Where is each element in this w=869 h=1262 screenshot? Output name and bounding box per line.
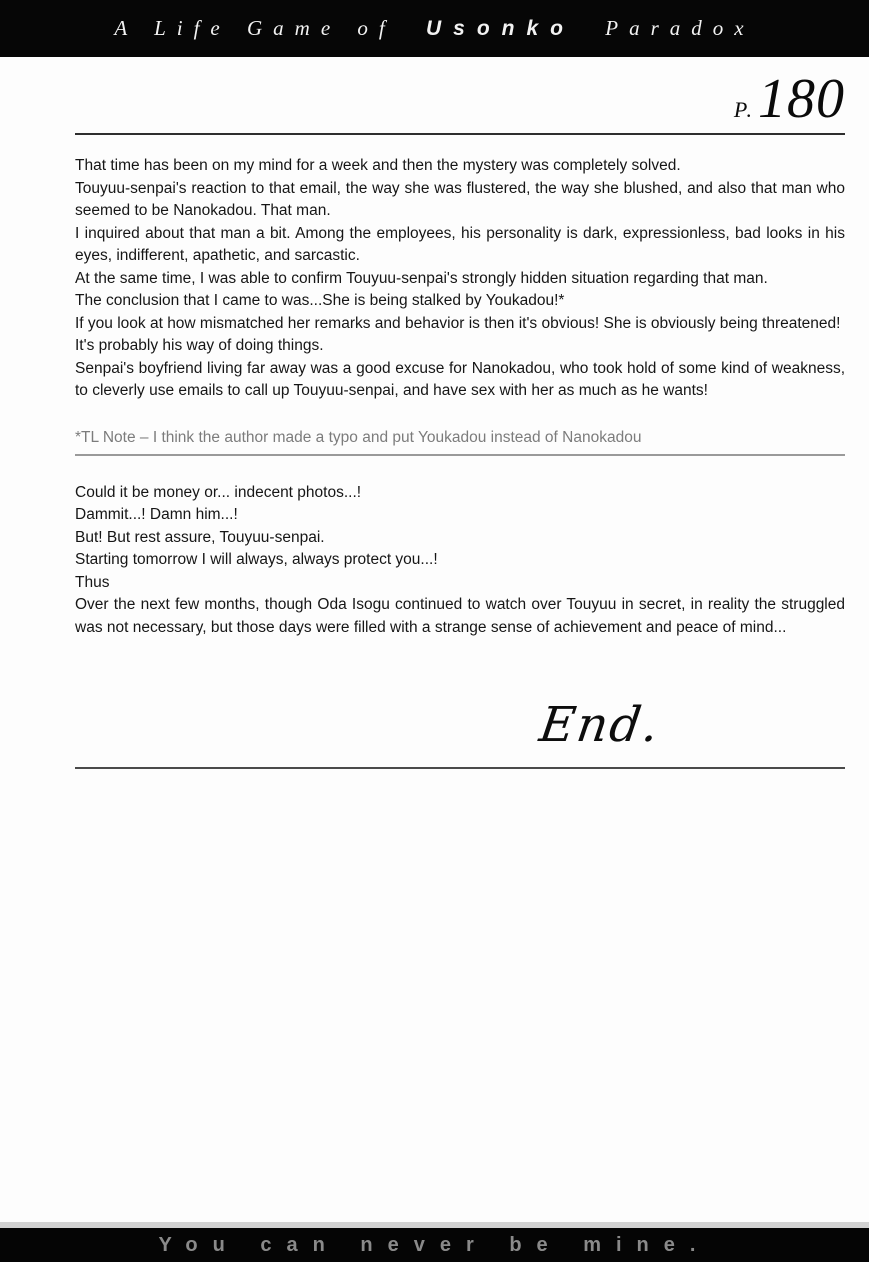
- footer-caption: You can never be mine.: [158, 1233, 711, 1256]
- paragraph: Senpai's boyfriend living far away was a good excuse for Nanokadou, who took hold of some kind of weakness, to cleverly use emails to call up Touyuu-senpai, and have sex with her as much as he wants!: [75, 359, 845, 399]
- paragraph: Touyuu-senpai's reaction to that email, the way she was flustered, the way she blushed, and also that man who seemed to be Nanokadou. That man.: [75, 179, 845, 219]
- footer-bar: [0, 1228, 869, 1262]
- page-number: [75, 68, 845, 130]
- page-number-value: 180: [758, 68, 845, 130]
- end-mark: End.: [536, 697, 664, 753]
- tl-note: *TL Note – I think the author made a typo and put Youkadou instead of Nanokadou: [75, 429, 845, 456]
- paragraph: That time has been on my mind for a week and then the mystery was completely solved.: [75, 157, 681, 174]
- paragraph: Over the next few months, though Oda Isogu continued to watch over Touyuu in secret, in reality the struggled was not necessary, but those days were filled with a strange sense of achievement and peace of mind...: [75, 596, 845, 636]
- series-title-part-2: Usonko: [426, 17, 576, 40]
- paragraph: Starting tomorrow I will always, always protect you...!: [75, 551, 438, 568]
- paragraph: Could it be money or... indecent photos...!: [75, 483, 362, 501]
- paragraph: At the same time, I was able to confirm Touyuu-senpai's strongly hidden situation regarding that man.: [75, 269, 768, 287]
- paragraph: Thus: [75, 573, 110, 591]
- header-bar: [0, 0, 869, 57]
- series-title: [107, 16, 761, 41]
- paragraph: But! But rest assure, Touyuu-senpai.: [75, 528, 325, 546]
- body-text-top: [75, 155, 845, 403]
- divider-bottom: [75, 767, 845, 769]
- paragraph: Dammit...! Damn him...!: [75, 506, 238, 523]
- body-text-bottom: [75, 482, 845, 640]
- paragraph: It's probably his way of doing things.: [75, 337, 324, 354]
- page-number-prefix: P.: [733, 97, 754, 122]
- series-title-part-1: A Life Game of: [114, 16, 396, 40]
- paragraph: I inquired about that man a bit. Among the employees, his personality is dark, expressionless, bad looks in his eyes, indifferent, apathetic, and sarcastic.: [75, 224, 845, 264]
- divider-top: [75, 133, 845, 135]
- paragraph: If you look at how mismatched her remarks and behavior is then it's obvious! She is obviously being threatened!: [75, 314, 841, 332]
- series-title-part-3: Paradox: [605, 16, 755, 40]
- paragraph: The conclusion that I came to was...She is being stalked by Youkadou!*: [75, 292, 565, 309]
- page-content: [75, 57, 845, 769]
